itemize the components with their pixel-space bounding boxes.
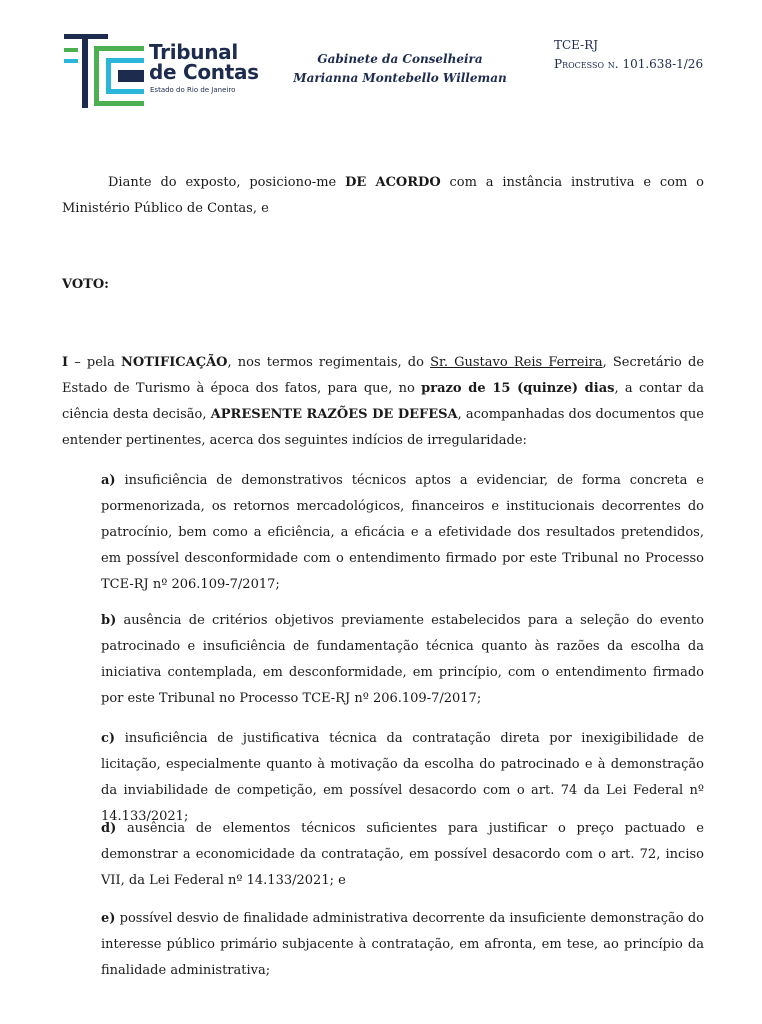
paragraph-agreement <box>62 170 704 222</box>
logo-name-line1: Tribunal <box>149 40 238 64</box>
tce-rj-logo <box>62 32 259 112</box>
item-letter: c) <box>101 731 116 746</box>
para-i-t5: , acompanhadas dos documentos que entender pertinentes, acerca dos seguintes indícios de irregularidade: <box>62 407 704 448</box>
list-item <box>101 816 704 894</box>
item-text: possível desvio de finalidade administrativa decorrente da insuficiente demonstração do interesse público primário subjacente à contratação, em afronta, em tese, ao princípio da finalidade administrativa; <box>101 911 704 978</box>
item-letter: b) <box>101 613 117 628</box>
cabinet-line-1: Gabinete da Conselheira <box>317 52 483 66</box>
voto-heading-text: VOTO: <box>62 277 109 292</box>
item-text: insuficiência de justificativa técnica da contratação direta por inexigibilidade de licitação, especialmente quanto à motivação da escolha do patrocinado e à demonstração da inviabilidade de competição, em possível desacordo com o art. 74 da Lei Federal nº 14.133/2021; <box>101 731 704 824</box>
list-item <box>101 468 704 598</box>
para-i-b2: prazo de 15 (quinze) dias <box>421 381 615 396</box>
para-i-t4: , a contar da ciência desta decisão, <box>62 381 704 422</box>
list-item <box>101 726 704 830</box>
para-i-t2: , nos termos regimentais, do <box>227 355 431 370</box>
item-text: insuficiência de demonstrativos técnicos aptos a evidenciar, de forma concreta e pormenorizada, os retornos mercadológicos, financeiros e institucionais decorrentes do patrocínio, bem como a eficiência, a eficácia e a efetividade dos resultados pretendidos, em possível desconformidade com o entendimento firmado por este Tribunal no Processo TCE-RJ nº 206.109-7/2017; <box>101 473 704 592</box>
tce-logo-mark-icon <box>62 32 148 112</box>
list-item <box>101 608 704 712</box>
item-letter: e) <box>101 911 116 926</box>
item-letter: d) <box>101 821 117 836</box>
para1-bold: DE ACORDO <box>345 175 441 190</box>
item-text: ausência de critérios objetivos previamente estabelecidos para a seleção do evento patrocinado e insuficiência de fundamentação técnica quanto às razões da escolha da iniciativa contemplada, em desconformidade, em princípio, com o entendimento firmado por este Tribunal no Processo TCE-RJ nº 206.109-7/2017; <box>101 613 704 706</box>
paragraph-i <box>62 350 704 454</box>
list-item <box>101 906 704 984</box>
logo-name-line2: de Contas <box>149 60 259 84</box>
logo-subtitle: Estado do Rio de Janeiro <box>150 86 236 94</box>
para-i-t1: – pela <box>68 355 122 370</box>
process-number: 101.638-1/26 <box>622 57 704 71</box>
logo-wordmark <box>149 42 259 82</box>
process-line <box>554 55 703 74</box>
para-i-b1: NOTIFICAÇÃO <box>121 355 228 370</box>
process-reference <box>554 36 703 74</box>
para1-text-a: Diante do exposto, posiciono-me <box>108 175 346 190</box>
para-i-person: Sr. Gustavo Reis Ferreira <box>430 355 603 370</box>
cabinet-header <box>290 50 510 88</box>
item-letter: a) <box>101 473 116 488</box>
para-i-b3: APRESENTE RAZÕES DE DEFESA <box>210 407 458 422</box>
para-i-t3: , Secretário de Estado de Turismo à época dos fatos, para que, no <box>62 355 705 396</box>
voto-heading <box>62 272 704 298</box>
process-label: Processo n. <box>554 57 619 71</box>
para-i-roman: I <box>62 355 69 370</box>
cabinet-line-2: Marianna Montebello Willeman <box>293 71 507 85</box>
item-text: ausência de elementos técnicos suficientes para justificar o preço pactuado e demonstrar a economicidade da contratação, em possível desacordo com o art. 72, inciso VII, da Lei Federal nº 14.133/2021; e <box>101 821 704 888</box>
para1-text-b: com a instância instrutiva e com o Ministério Público de Contas, e <box>62 175 704 216</box>
court-code: TCE-RJ <box>554 38 599 52</box>
